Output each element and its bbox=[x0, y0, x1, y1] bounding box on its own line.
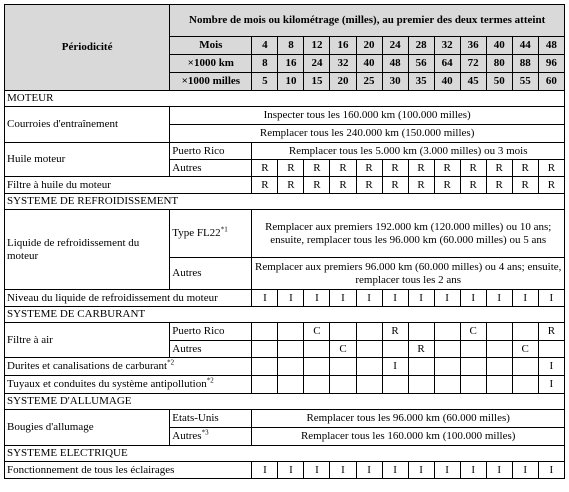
section-moteur: MOTEUR bbox=[5, 91, 565, 107]
footnote-marker: *3 bbox=[201, 428, 209, 437]
mark-cell bbox=[512, 376, 538, 394]
header-value: 40 bbox=[356, 55, 382, 73]
header-value: 24 bbox=[304, 55, 330, 73]
mark-cell: I bbox=[304, 290, 330, 307]
mark-cell: I bbox=[278, 290, 304, 307]
mark-cell: R bbox=[278, 177, 304, 194]
item-instruction: Inspecter tous les 160.000 km (100.000 milles) bbox=[170, 107, 565, 125]
mark-cell bbox=[512, 323, 538, 341]
mark-cell: I bbox=[278, 462, 304, 479]
mark-cell: I bbox=[304, 462, 330, 479]
mark-cell: R bbox=[408, 177, 434, 194]
table-row bbox=[5, 107, 565, 125]
mark-cell bbox=[278, 323, 304, 341]
mark-cell: I bbox=[252, 462, 278, 479]
mark-cell bbox=[434, 341, 460, 358]
mark-cell bbox=[512, 358, 538, 376]
mark-cell bbox=[252, 323, 278, 341]
header-value: 20 bbox=[356, 37, 382, 55]
section-refroidissement: SYSTEME DE REFROIDISSEMENT bbox=[5, 194, 565, 210]
header-value: 96 bbox=[538, 55, 564, 73]
mark-cell bbox=[538, 341, 564, 358]
header-value: 12 bbox=[304, 37, 330, 55]
mark-cell: R bbox=[434, 160, 460, 177]
mark-cell: R bbox=[304, 177, 330, 194]
header-value: 55 bbox=[512, 73, 538, 91]
table-row bbox=[5, 290, 565, 307]
mark-cell: I bbox=[330, 290, 356, 307]
mark-cell: I bbox=[356, 462, 382, 479]
mark-cell: I bbox=[434, 462, 460, 479]
mark-cell: I bbox=[538, 376, 564, 394]
section-row bbox=[5, 446, 565, 462]
mark-cell bbox=[278, 341, 304, 358]
mark-cell bbox=[460, 341, 486, 358]
header-value: 40 bbox=[486, 37, 512, 55]
header-value: 40 bbox=[434, 73, 460, 91]
mark-cell bbox=[278, 358, 304, 376]
table-row bbox=[5, 462, 565, 479]
mark-cell: R bbox=[486, 160, 512, 177]
mark-cell: I bbox=[538, 290, 564, 307]
item-sublabel-text: Autres bbox=[172, 430, 202, 442]
mark-cell bbox=[304, 376, 330, 394]
header-value: 32 bbox=[330, 55, 356, 73]
header-title-row bbox=[5, 5, 565, 37]
mark-cell: R bbox=[460, 160, 486, 177]
item-label: Huile moteur bbox=[5, 143, 170, 177]
header-value: 15 bbox=[304, 73, 330, 91]
mark-cell bbox=[408, 358, 434, 376]
footnote-marker: *1 bbox=[220, 225, 228, 234]
mark-cell: R bbox=[382, 177, 408, 194]
mark-cell: R bbox=[408, 160, 434, 177]
mark-cell bbox=[382, 341, 408, 358]
item-instruction: Remplacer tous les 240.000 km (150.000 milles) bbox=[170, 125, 565, 143]
mark-cell bbox=[330, 323, 356, 341]
table-row bbox=[5, 376, 565, 394]
mark-cell bbox=[434, 323, 460, 341]
header-value: 10 bbox=[278, 73, 304, 91]
mark-cell: I bbox=[486, 290, 512, 307]
mark-cell bbox=[252, 341, 278, 358]
item-label: Bougies d'allumage bbox=[5, 410, 170, 446]
mark-cell: I bbox=[486, 462, 512, 479]
item-label-text: Durites et canalisations de carburant bbox=[7, 360, 168, 372]
mark-cell: R bbox=[434, 177, 460, 194]
mark-cell bbox=[486, 323, 512, 341]
item-instruction: Remplacer tous les 160.000 km (100.000 milles) bbox=[252, 428, 565, 446]
footnote-marker: *2 bbox=[167, 358, 175, 367]
interval-title: Nombre de mois ou kilométrage (milles), au premier des deux termes atteint bbox=[170, 5, 565, 37]
mark-cell: I bbox=[252, 290, 278, 307]
mark-cell bbox=[408, 323, 434, 341]
item-label: Fonctionnement de tous les éclairages bbox=[5, 462, 252, 479]
mark-cell: R bbox=[252, 160, 278, 177]
mark-cell bbox=[252, 376, 278, 394]
mark-cell: I bbox=[382, 290, 408, 307]
mark-cell: I bbox=[460, 290, 486, 307]
mark-cell: I bbox=[512, 290, 538, 307]
mark-cell bbox=[356, 323, 382, 341]
mark-cell bbox=[356, 341, 382, 358]
mark-cell: I bbox=[356, 290, 382, 307]
mark-cell: I bbox=[382, 462, 408, 479]
mark-cell bbox=[486, 358, 512, 376]
footnote-marker: *2 bbox=[206, 376, 214, 385]
section-row bbox=[5, 394, 565, 410]
item-sublabel bbox=[170, 428, 252, 446]
mark-cell bbox=[330, 376, 356, 394]
section-electrique: SYSTEME ELECTRIQUE bbox=[5, 446, 565, 462]
section-row bbox=[5, 307, 565, 323]
item-sublabel: Autres bbox=[170, 341, 252, 358]
item-label: Courroies d'entraînement bbox=[5, 107, 170, 143]
table-row bbox=[5, 143, 565, 160]
header-value: 44 bbox=[512, 37, 538, 55]
item-instruction: Remplacer tous les 5.000 km (3.000 milles) ou 3 mois bbox=[252, 143, 565, 160]
mark-cell bbox=[434, 358, 460, 376]
mark-cell: R bbox=[356, 160, 382, 177]
mark-cell: R bbox=[538, 160, 564, 177]
mark-cell: C bbox=[512, 341, 538, 358]
item-sublabel: Autres bbox=[170, 160, 252, 177]
header-value: 20 bbox=[330, 73, 356, 91]
item-label: Filtre à air bbox=[5, 323, 170, 358]
mark-cell bbox=[382, 376, 408, 394]
item-label: Niveau du liquide de refroidissement du moteur bbox=[5, 290, 252, 307]
mark-cell: R bbox=[252, 177, 278, 194]
item-sublabel: Etats-Unis bbox=[170, 410, 252, 428]
mark-cell: R bbox=[408, 341, 434, 358]
header-value: 45 bbox=[460, 73, 486, 91]
header-value: 48 bbox=[538, 37, 564, 55]
mark-cell: R bbox=[330, 177, 356, 194]
header-value: 88 bbox=[512, 55, 538, 73]
table-row bbox=[5, 410, 565, 428]
header-value: 50 bbox=[486, 73, 512, 91]
table-row bbox=[5, 210, 565, 258]
header-value: 16 bbox=[278, 55, 304, 73]
mark-cell: R bbox=[304, 160, 330, 177]
header-value: 16 bbox=[330, 37, 356, 55]
mark-cell: R bbox=[460, 177, 486, 194]
header-value: 72 bbox=[460, 55, 486, 73]
section-row bbox=[5, 91, 565, 107]
item-label-text: Tuyaux et conduites du système antipollution bbox=[7, 378, 207, 390]
item-sublabel bbox=[170, 210, 252, 258]
mark-cell: I bbox=[538, 462, 564, 479]
mark-cell: I bbox=[330, 462, 356, 479]
mark-cell: I bbox=[434, 290, 460, 307]
header-label: ×1000 km bbox=[170, 55, 252, 73]
item-instruction: Remplacer aux premiers 96.000 km (60.000 milles) ou 4 ans; ensuite, remplacer tous les 2 ans bbox=[252, 258, 565, 290]
mark-cell: I bbox=[512, 462, 538, 479]
item-label: Filtre à huile du moteur bbox=[5, 177, 252, 194]
header-value: 24 bbox=[382, 37, 408, 55]
mark-cell: R bbox=[512, 177, 538, 194]
mark-cell bbox=[486, 341, 512, 358]
mark-cell: R bbox=[382, 323, 408, 341]
section-carburant: SYSTEME DE CARBURANT bbox=[5, 307, 565, 323]
periodicite-header: Périodicité bbox=[5, 5, 170, 91]
section-row bbox=[5, 194, 565, 210]
mark-cell bbox=[278, 376, 304, 394]
header-value: 30 bbox=[382, 73, 408, 91]
mark-cell bbox=[330, 358, 356, 376]
mark-cell bbox=[460, 358, 486, 376]
mark-cell: R bbox=[278, 160, 304, 177]
header-value: 25 bbox=[356, 73, 382, 91]
item-instruction: Remplacer tous les 96.000 km (60.000 milles) bbox=[252, 410, 565, 428]
mark-cell bbox=[304, 341, 330, 358]
mark-cell bbox=[434, 376, 460, 394]
mark-cell: R bbox=[538, 323, 564, 341]
maintenance-schedule bbox=[4, 4, 565, 479]
item-sublabel: Autres bbox=[170, 258, 252, 290]
mark-cell bbox=[408, 376, 434, 394]
header-value: 8 bbox=[278, 37, 304, 55]
mark-cell: I bbox=[538, 358, 564, 376]
mark-cell: I bbox=[408, 290, 434, 307]
mark-cell: I bbox=[408, 462, 434, 479]
mark-cell: C bbox=[330, 341, 356, 358]
header-value: 64 bbox=[434, 55, 460, 73]
table-row bbox=[5, 358, 565, 376]
section-allumage: SYSTEME D'ALLUMAGE bbox=[5, 394, 565, 410]
mark-cell: R bbox=[330, 160, 356, 177]
mark-cell: R bbox=[538, 177, 564, 194]
mark-cell: I bbox=[460, 462, 486, 479]
item-label bbox=[5, 376, 252, 394]
table-row bbox=[5, 177, 565, 194]
mark-cell: C bbox=[304, 323, 330, 341]
item-sublabel-text: Type FL22 bbox=[172, 227, 221, 239]
header-value: 48 bbox=[382, 55, 408, 73]
mark-cell: R bbox=[356, 177, 382, 194]
mark-cell bbox=[486, 376, 512, 394]
maintenance-table bbox=[4, 4, 565, 479]
mark-cell bbox=[356, 376, 382, 394]
item-sublabel: Puerto Rico bbox=[170, 323, 252, 341]
item-instruction: Remplacer aux premiers 192.000 km (120.000 milles) ou 10 ans; ensuite, remplacer tous les 96.000 km (60.000 milles) ou 5 ans bbox=[252, 210, 565, 258]
header-value: 36 bbox=[460, 37, 486, 55]
mark-cell: I bbox=[382, 358, 408, 376]
table-row bbox=[5, 323, 565, 341]
item-label bbox=[5, 358, 252, 376]
mark-cell bbox=[460, 376, 486, 394]
header-value: 60 bbox=[538, 73, 564, 91]
header-label: ×1000 milles bbox=[170, 73, 252, 91]
mark-cell: R bbox=[512, 160, 538, 177]
header-value: 5 bbox=[252, 73, 278, 91]
item-sublabel: Puerto Rico bbox=[170, 143, 252, 160]
header-value: 8 bbox=[252, 55, 278, 73]
header-value: 32 bbox=[434, 37, 460, 55]
mark-cell bbox=[304, 358, 330, 376]
mark-cell: C bbox=[460, 323, 486, 341]
header-label: Mois bbox=[170, 37, 252, 55]
mark-cell bbox=[252, 358, 278, 376]
header-value: 56 bbox=[408, 55, 434, 73]
header-value: 80 bbox=[486, 55, 512, 73]
mark-cell: R bbox=[486, 177, 512, 194]
mark-cell: R bbox=[382, 160, 408, 177]
mark-cell bbox=[356, 358, 382, 376]
header-value: 4 bbox=[252, 37, 278, 55]
header-value: 28 bbox=[408, 37, 434, 55]
item-label: Liquide de refroidissement du moteur bbox=[5, 210, 170, 290]
header-value: 35 bbox=[408, 73, 434, 91]
